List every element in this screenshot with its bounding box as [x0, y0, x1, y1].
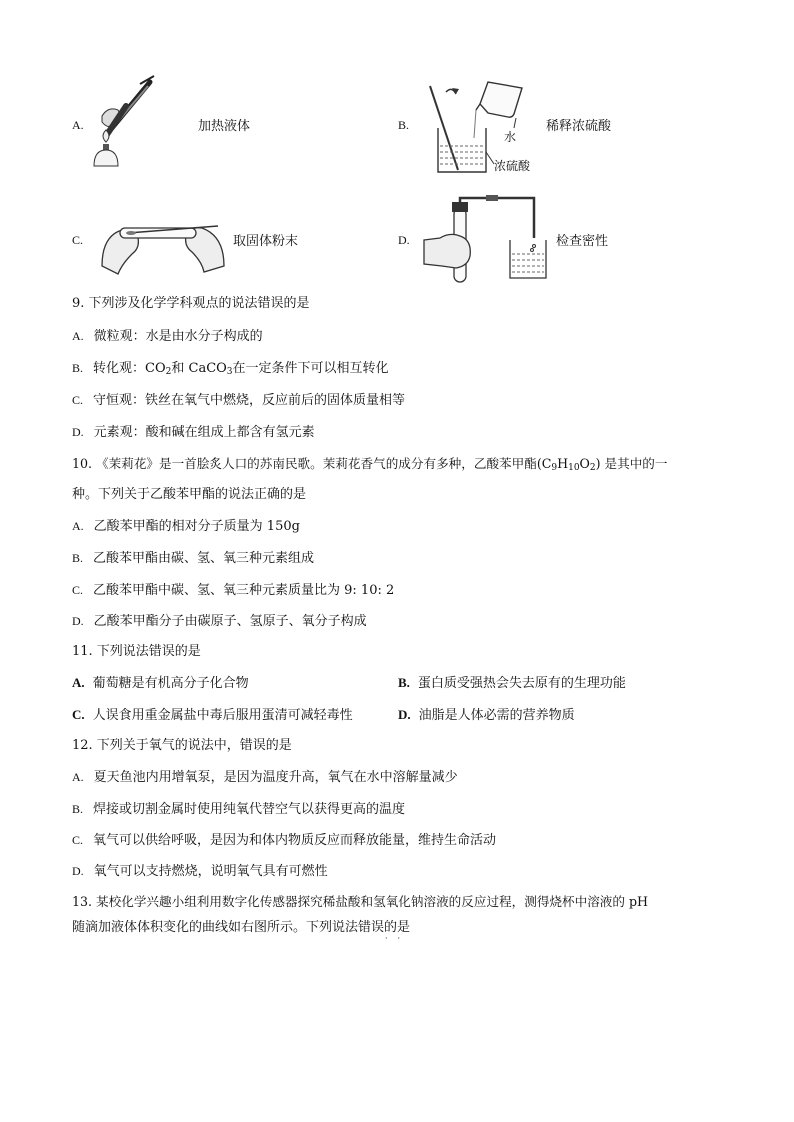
q11-option-b: B. 蛋白质受强热会失去原有的生理功能	[398, 675, 626, 691]
q10-option-d: D. 乙酸苯甲酯分子由碳原子、氢原子、氧分子构成	[72, 614, 367, 629]
q12-option-c: C. 氧气可以供给呼吸，是因为和体内物质反应而释放能量，维持生命活动	[72, 833, 497, 848]
q9-option-b: B. 转化观：$CO_2$和 CaCO$_3$在一定条件下可以相互转化	[72, 361, 389, 377]
q10-stem-line1: 10. 《茉莉花》是一首脍炙人口的苏南民歌。茉莉花香气的成分有多种，乙酸苯甲酯$(C_9H_{10}O_2)$ 是其中的一	[72, 456, 668, 473]
option-a-letter: A.	[72, 118, 84, 132]
emphasis-dots: ··	[385, 934, 411, 943]
option-c-letter: C.	[72, 233, 84, 247]
q12-option-d: D. 氧气可以支持燃烧，说明氧气具有可燃性	[72, 864, 328, 879]
option-d-letter: D.	[398, 233, 410, 247]
q9-stem: 9. 下列涉及化学学科观点的说法错误的是	[72, 296, 310, 311]
q11-option-d: D. 油脂是人体必需的营养物质	[398, 707, 575, 723]
q9-option-a: A. 微粒观：水是由水分子构成的	[72, 329, 263, 344]
q10-stem-line2: 种。下列关于乙酸苯甲酯的说法正确的是	[72, 487, 307, 502]
option-b-letter: B.	[398, 118, 410, 132]
q10-option-a: A. 乙酸苯甲酯的相对分子质量为 150g	[72, 519, 300, 534]
q11-stem: 11. 下列说法错误的是	[72, 644, 201, 659]
caption-check-airtightness: 检查密性	[556, 234, 609, 249]
q9-option-c: C. 守恒观：铁丝在氧气中燃烧，反应前后的固体质量相等	[72, 393, 406, 408]
test-tube-over-alcohol-lamp-icon	[92, 76, 182, 168]
q12-option-a: A. 夏天鱼池内用增氧泵，是因为温度升高，氧气在水中溶解量减少	[72, 770, 458, 785]
q11-option-c: C. 人误食用重金属盐中毒后服用蛋清可减轻毒性	[72, 707, 353, 723]
hands-holding-test-tube-with-spatula-icon	[98, 208, 228, 270]
q11-option-a: A. 葡萄糖是有机高分子化合物	[72, 675, 249, 691]
q13-stem-line1: 13. 某校化学兴趣小组利用数字化传感器探究稀盐酸和氢氧化钠溶液的反应过程，测得烧杯中溶液的 pH	[72, 894, 649, 909]
hand-holding-tube-with-beaker-icon	[424, 194, 550, 286]
label-water: 水	[504, 130, 517, 144]
q12-stem: 12. 下列关于氧气的说法中，错误的是	[72, 738, 292, 753]
q12-option-b: B. 焊接或切割金属时使用纯氧代替空气以获得更高的温度	[72, 802, 406, 817]
label-concentrated-acid: 浓硫酸	[494, 159, 531, 173]
q10-option-c: C. 乙酸苯甲酯中碳、氢、氧三种元素质量比为 9: 10: 2	[72, 583, 395, 598]
caption-take-solid-powder: 取固体粉末	[233, 234, 299, 249]
caption-heating-liquid: 加热液体	[198, 119, 251, 134]
q13-stem-line2: 随滴加液体体积变化的曲线如右图所示。下列说法错误的是	[72, 920, 411, 935]
caption-dilute-sulfuric-acid: 稀释浓硫酸	[546, 119, 612, 134]
q10-option-b: B. 乙酸苯甲酯由碳、氢、氧三种元素组成	[72, 551, 315, 566]
q9-option-d: D. 元素观：酸和碱在组成上都含有氢元素	[72, 425, 315, 440]
